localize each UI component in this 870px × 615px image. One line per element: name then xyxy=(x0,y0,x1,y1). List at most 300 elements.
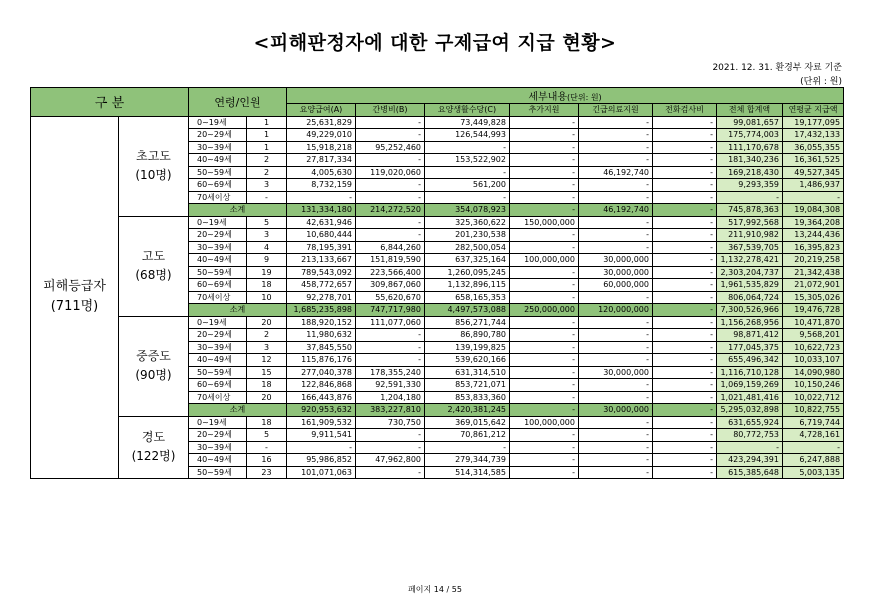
amount-cell: 631,655,924 xyxy=(717,416,783,429)
amount-cell: - xyxy=(510,129,579,142)
amount-cell: 6,719,744 xyxy=(783,416,844,429)
amount-cell: 126,544,993 xyxy=(425,129,510,142)
amount-cell: 2,303,204,737 xyxy=(717,266,783,279)
subtotal-cell: 10,822,755 xyxy=(783,404,844,417)
amount-cell: - xyxy=(579,466,653,479)
amount-cell: - xyxy=(510,316,579,329)
amount-cell: - xyxy=(356,216,425,229)
amount-cell: - xyxy=(510,229,579,242)
amount-cell: 78,195,391 xyxy=(287,241,356,254)
amount-cell: - xyxy=(653,354,717,367)
count-cell: 3 xyxy=(247,229,287,242)
amount-cell: 92,591,330 xyxy=(356,379,425,392)
age-cell: 30~39세 xyxy=(189,241,247,254)
count-cell: 1 xyxy=(247,116,287,129)
amount-cell: 282,500,054 xyxy=(425,241,510,254)
amount-cell: - xyxy=(579,179,653,192)
amount-cell: - xyxy=(356,129,425,142)
amount-cell: 181,340,236 xyxy=(717,154,783,167)
amount-cell: - xyxy=(510,166,579,179)
section-name: 중증도 xyxy=(136,349,171,363)
count-cell: 3 xyxy=(247,341,287,354)
col-header: 요양급여(A) xyxy=(287,104,356,117)
amount-cell: 1,069,159,269 xyxy=(717,379,783,392)
count-cell: 23 xyxy=(247,466,287,479)
amount-cell: - xyxy=(653,254,717,267)
amount-cell: - xyxy=(510,279,579,292)
amount-cell: 1,021,481,416 xyxy=(717,391,783,404)
age-cell: 40~49세 xyxy=(189,254,247,267)
header-row-1 xyxy=(31,88,844,104)
age-cell: 0~19세 xyxy=(189,216,247,229)
amount-cell: - xyxy=(653,279,717,292)
amount-cell: 25,631,829 xyxy=(287,116,356,129)
amount-cell: 369,015,642 xyxy=(425,416,510,429)
amount-cell: 101,071,063 xyxy=(287,466,356,479)
amount-cell: - xyxy=(510,141,579,154)
subtotal-cell: 747,717,980 xyxy=(356,304,425,317)
header-age-count: 연령/인원 xyxy=(189,88,287,117)
amount-cell: - xyxy=(510,241,579,254)
age-cell: 0~19세 xyxy=(189,316,247,329)
count-cell: 9 xyxy=(247,254,287,267)
amount-cell: 853,833,360 xyxy=(425,391,510,404)
subtotal-cell: 7,300,526,966 xyxy=(717,304,783,317)
col-header: 요양생활수당(C) xyxy=(425,104,510,117)
amount-cell: - xyxy=(579,129,653,142)
page-footer: 페이지 14 / 55 xyxy=(408,585,462,594)
amount-cell: 367,539,705 xyxy=(717,241,783,254)
amount-cell: 161,909,532 xyxy=(287,416,356,429)
amount-cell: - xyxy=(653,316,717,329)
amount-cell: - xyxy=(579,216,653,229)
amount-cell: 517,992,568 xyxy=(717,216,783,229)
section-label xyxy=(119,116,189,216)
amount-cell: - xyxy=(425,141,510,154)
amount-cell: 10,022,712 xyxy=(783,391,844,404)
amount-cell: 615,385,648 xyxy=(717,466,783,479)
amount-cell: - xyxy=(356,116,425,129)
amount-cell: 10,033,107 xyxy=(783,354,844,367)
amount-cell: - xyxy=(653,116,717,129)
amount-cell: 122,846,868 xyxy=(287,379,356,392)
amount-cell: - xyxy=(579,416,653,429)
amount-cell: 46,192,740 xyxy=(579,166,653,179)
subtotal-cell: - xyxy=(510,204,579,217)
amount-cell: - xyxy=(653,391,717,404)
amount-cell: 856,271,744 xyxy=(425,316,510,329)
amount-cell: 853,721,071 xyxy=(425,379,510,392)
age-cell: 20~29세 xyxy=(189,229,247,242)
amount-cell: 36,055,355 xyxy=(783,141,844,154)
age-cell: 60~69세 xyxy=(189,179,247,192)
amount-cell: 1,204,180 xyxy=(356,391,425,404)
age-cell: 50~59세 xyxy=(189,166,247,179)
amount-cell: - xyxy=(356,229,425,242)
amount-cell: - xyxy=(717,191,783,204)
subtotal-cell: 46,192,740 xyxy=(579,204,653,217)
table-row xyxy=(31,116,844,129)
section-label xyxy=(119,316,189,416)
amount-cell: - xyxy=(653,141,717,154)
subtotal-cell: 354,078,923 xyxy=(425,204,510,217)
header-detail-unit: (단위: 원) xyxy=(567,93,602,102)
amount-cell: 30,000,000 xyxy=(579,254,653,267)
benefit-table xyxy=(30,87,844,479)
unit-note: (단위 : 원) xyxy=(800,77,842,87)
amount-cell: 655,496,342 xyxy=(717,354,783,367)
amount-cell: 539,620,166 xyxy=(425,354,510,367)
amount-cell: - xyxy=(579,354,653,367)
amount-cell: 1,132,896,115 xyxy=(425,279,510,292)
amount-cell: 458,772,657 xyxy=(287,279,356,292)
section-count: (90명) xyxy=(135,368,172,382)
amount-cell: 637,325,164 xyxy=(425,254,510,267)
amount-cell: - xyxy=(510,366,579,379)
amount-cell: 9,911,541 xyxy=(287,429,356,442)
amount-cell: 806,064,724 xyxy=(717,291,783,304)
amount-cell: 13,244,436 xyxy=(783,229,844,242)
section-count: (122명) xyxy=(131,449,176,464)
amount-cell: 151,819,590 xyxy=(356,254,425,267)
count-cell: 2 xyxy=(247,166,287,179)
amount-cell: - xyxy=(579,191,653,204)
section-label xyxy=(119,416,189,479)
amount-cell: 47,962,800 xyxy=(356,454,425,467)
amount-cell: 100,000,000 xyxy=(510,254,579,267)
count-cell: 15 xyxy=(247,366,287,379)
amount-cell: 37,845,550 xyxy=(287,341,356,354)
amount-cell: 15,918,218 xyxy=(287,141,356,154)
header-category: 구 분 xyxy=(31,88,189,117)
amount-cell: - xyxy=(579,154,653,167)
age-cell: 30~39세 xyxy=(189,141,247,154)
amount-cell: 111,170,678 xyxy=(717,141,783,154)
amount-cell: - xyxy=(425,166,510,179)
amount-cell: 175,774,003 xyxy=(717,129,783,142)
amount-cell: 1,260,095,245 xyxy=(425,266,510,279)
amount-cell: - xyxy=(356,429,425,442)
amount-cell: - xyxy=(653,229,717,242)
amount-cell: - xyxy=(356,329,425,342)
amount-cell: 73,449,828 xyxy=(425,116,510,129)
amount-cell: - xyxy=(356,341,425,354)
amount-cell: 30,000,000 xyxy=(579,366,653,379)
amount-cell: 658,165,353 xyxy=(425,291,510,304)
subtotal-cell: 120,000,000 xyxy=(579,304,653,317)
amount-cell: - xyxy=(579,241,653,254)
amount-cell: 119,020,060 xyxy=(356,166,425,179)
amount-cell: - xyxy=(287,191,356,204)
amount-cell: 5,003,135 xyxy=(783,466,844,479)
count-cell: 10 xyxy=(247,291,287,304)
amount-cell: - xyxy=(579,329,653,342)
subtotal-cell: 30,000,000 xyxy=(579,404,653,417)
count-cell: 4 xyxy=(247,241,287,254)
subtotal-cell: - xyxy=(653,304,717,317)
amount-cell: 169,218,430 xyxy=(717,166,783,179)
subtotal-cell: 19,084,308 xyxy=(783,204,844,217)
subtotal-cell: 383,227,810 xyxy=(356,404,425,417)
amount-cell: - xyxy=(356,191,425,204)
amount-cell: - xyxy=(510,379,579,392)
amount-cell: - xyxy=(356,354,425,367)
amount-cell: - xyxy=(510,266,579,279)
count-cell: - xyxy=(247,191,287,204)
amount-cell: - xyxy=(653,466,717,479)
amount-cell: - xyxy=(510,454,579,467)
table-row xyxy=(31,216,844,229)
amount-cell: - xyxy=(653,366,717,379)
age-cell: 70세이상 xyxy=(189,291,247,304)
amount-cell: 631,314,510 xyxy=(425,366,510,379)
count-cell: 2 xyxy=(247,154,287,167)
amount-cell: 86,890,780 xyxy=(425,329,510,342)
amount-cell: 139,199,825 xyxy=(425,341,510,354)
amount-cell: - xyxy=(653,129,717,142)
amount-cell: 30,000,000 xyxy=(579,266,653,279)
amount-cell: - xyxy=(425,441,510,454)
subtotal-cell: 214,272,520 xyxy=(356,204,425,217)
col-header: 긴급의료지원 xyxy=(579,104,653,117)
amount-cell: 279,344,739 xyxy=(425,454,510,467)
count-cell: 18 xyxy=(247,279,287,292)
amount-cell: - xyxy=(510,441,579,454)
amount-cell: - xyxy=(510,329,579,342)
amount-cell: 4,005,630 xyxy=(287,166,356,179)
amount-cell: 60,000,000 xyxy=(579,279,653,292)
col-header: 연평균 지급액 xyxy=(783,104,844,117)
amount-cell: 277,040,378 xyxy=(287,366,356,379)
subtotal-cell: 131,334,180 xyxy=(287,204,356,217)
section-name: 경도 xyxy=(141,430,166,445)
amount-cell: - xyxy=(579,379,653,392)
age-cell: 70세이상 xyxy=(189,191,247,204)
amount-cell: - xyxy=(287,441,356,454)
amount-cell: - xyxy=(510,466,579,479)
amount-cell: - xyxy=(653,379,717,392)
subtotal-cell: 2,420,381,245 xyxy=(425,404,510,417)
subtotal-cell: - xyxy=(653,204,717,217)
age-cell: 0~19세 xyxy=(189,116,247,129)
age-cell: 30~39세 xyxy=(189,441,247,454)
amount-cell: 100,000,000 xyxy=(510,416,579,429)
count-cell: 3 xyxy=(247,179,287,192)
amount-cell: - xyxy=(653,154,717,167)
age-cell: 40~49세 xyxy=(189,154,247,167)
section-label xyxy=(119,216,189,316)
amount-cell: - xyxy=(653,341,717,354)
amount-cell: - xyxy=(510,291,579,304)
amount-cell: 309,867,060 xyxy=(356,279,425,292)
subtotal-cell: 19,476,728 xyxy=(783,304,844,317)
subtotal-cell: 745,878,363 xyxy=(717,204,783,217)
age-cell: 50~59세 xyxy=(189,466,247,479)
amount-cell: 14,090,980 xyxy=(783,366,844,379)
amount-cell: 99,081,657 xyxy=(717,116,783,129)
amount-cell: 211,910,982 xyxy=(717,229,783,242)
subtotal-cell: 1,685,235,898 xyxy=(287,304,356,317)
amount-cell: - xyxy=(510,179,579,192)
col-header: 전화검사비 xyxy=(653,104,717,117)
amount-cell: 95,986,852 xyxy=(287,454,356,467)
table-row xyxy=(31,316,844,329)
amount-cell: 11,980,632 xyxy=(287,329,356,342)
amount-cell: 514,314,585 xyxy=(425,466,510,479)
amount-cell: 115,876,176 xyxy=(287,354,356,367)
subtotal-cell: 920,953,632 xyxy=(287,404,356,417)
amount-cell: 49,527,345 xyxy=(783,166,844,179)
col-header: 간병비(B) xyxy=(356,104,425,117)
table-body xyxy=(31,116,844,479)
amount-cell: 21,342,438 xyxy=(783,266,844,279)
age-cell: 60~69세 xyxy=(189,379,247,392)
amount-cell: 42,631,946 xyxy=(287,216,356,229)
age-cell: 30~39세 xyxy=(189,341,247,354)
amount-cell: - xyxy=(579,291,653,304)
amount-cell: - xyxy=(510,391,579,404)
amount-cell: - xyxy=(510,341,579,354)
amount-cell: 10,471,870 xyxy=(783,316,844,329)
count-cell: - xyxy=(247,441,287,454)
amount-cell: 1,132,278,421 xyxy=(717,254,783,267)
amount-cell: - xyxy=(356,154,425,167)
amount-cell: - xyxy=(510,154,579,167)
amount-cell: - xyxy=(579,116,653,129)
amount-cell: 17,432,133 xyxy=(783,129,844,142)
amount-cell: - xyxy=(653,216,717,229)
subtotal-cell: - xyxy=(653,404,717,417)
age-cell: 20~29세 xyxy=(189,129,247,142)
count-cell: 18 xyxy=(247,379,287,392)
amount-cell: - xyxy=(579,341,653,354)
amount-cell: - xyxy=(510,116,579,129)
age-cell: 0~19세 xyxy=(189,416,247,429)
amount-cell: 19,364,208 xyxy=(783,216,844,229)
amount-cell: 20,219,258 xyxy=(783,254,844,267)
subtotal-label: 소계 xyxy=(189,404,287,417)
amount-cell: 1,486,937 xyxy=(783,179,844,192)
amount-cell: - xyxy=(579,429,653,442)
amount-cell: - xyxy=(653,191,717,204)
amount-cell: 10,622,723 xyxy=(783,341,844,354)
group-name: 피해등급자 xyxy=(43,279,106,295)
col-header: 추가지원 xyxy=(510,104,579,117)
amount-cell: 9,568,201 xyxy=(783,329,844,342)
amount-cell: 70,861,212 xyxy=(425,429,510,442)
amount-cell: 8,732,159 xyxy=(287,179,356,192)
subtotal-label: 소계 xyxy=(189,204,287,217)
section-count: (10명) xyxy=(135,168,172,182)
amount-cell: 27,817,334 xyxy=(287,154,356,167)
count-cell: 20 xyxy=(247,316,287,329)
amount-cell: 178,355,240 xyxy=(356,366,425,379)
amount-cell: 177,045,375 xyxy=(717,341,783,354)
amount-cell: - xyxy=(717,441,783,454)
amount-cell: - xyxy=(653,179,717,192)
amount-cell: - xyxy=(653,166,717,179)
section-name: 고도 xyxy=(141,249,166,263)
amount-cell: - xyxy=(510,354,579,367)
amount-cell: - xyxy=(425,191,510,204)
amount-cell: 201,230,538 xyxy=(425,229,510,242)
amount-cell: 10,680,444 xyxy=(287,229,356,242)
amount-cell: 19,177,095 xyxy=(783,116,844,129)
amount-cell: 730,750 xyxy=(356,416,425,429)
count-cell: 1 xyxy=(247,129,287,142)
table-row xyxy=(31,416,844,429)
amount-cell: 1,156,268,956 xyxy=(717,316,783,329)
amount-cell: - xyxy=(653,329,717,342)
count-cell: 16 xyxy=(247,454,287,467)
amount-cell: 4,728,161 xyxy=(783,429,844,442)
subtotal-cell: 250,000,000 xyxy=(510,304,579,317)
amount-cell: - xyxy=(653,441,717,454)
amount-cell: 6,247,888 xyxy=(783,454,844,467)
subtotal-cell: - xyxy=(510,404,579,417)
amount-cell: - xyxy=(356,179,425,192)
age-cell: 20~29세 xyxy=(189,429,247,442)
col-header: 전체 합계액 xyxy=(717,104,783,117)
count-cell: 20 xyxy=(247,391,287,404)
group-count: (711명) xyxy=(50,299,99,315)
age-cell: 50~59세 xyxy=(189,366,247,379)
amount-cell: 223,566,400 xyxy=(356,266,425,279)
amount-cell: 16,395,823 xyxy=(783,241,844,254)
amount-cell: 188,920,152 xyxy=(287,316,356,329)
amount-cell: 80,772,753 xyxy=(717,429,783,442)
amount-cell: 213,133,667 xyxy=(287,254,356,267)
count-cell: 5 xyxy=(247,429,287,442)
count-cell: 12 xyxy=(247,354,287,367)
amount-cell: 16,361,525 xyxy=(783,154,844,167)
amount-cell: 1,961,535,829 xyxy=(717,279,783,292)
count-cell: 18 xyxy=(247,416,287,429)
amount-cell: - xyxy=(356,441,425,454)
count-cell: 19 xyxy=(247,266,287,279)
amount-cell: - xyxy=(579,454,653,467)
amount-cell: 111,077,060 xyxy=(356,316,425,329)
age-cell: 70세이상 xyxy=(189,391,247,404)
amount-cell: - xyxy=(783,441,844,454)
amount-cell: - xyxy=(579,229,653,242)
amount-cell: 150,000,000 xyxy=(510,216,579,229)
amount-cell: - xyxy=(579,316,653,329)
amount-cell: 55,620,670 xyxy=(356,291,425,304)
source-note: 2021. 12. 31. 환경부 자료 기준 xyxy=(712,63,842,73)
age-cell: 60~69세 xyxy=(189,279,247,292)
amount-cell: 1,116,710,128 xyxy=(717,366,783,379)
amount-cell: - xyxy=(653,429,717,442)
header-detail-label: 세부내용 xyxy=(528,92,568,103)
page-title: <피해판정자에 대한 구제급여 지급 현황> xyxy=(253,32,617,54)
amount-cell: 423,294,391 xyxy=(717,454,783,467)
subtotal-cell: 5,295,032,898 xyxy=(717,404,783,417)
amount-cell: 153,522,902 xyxy=(425,154,510,167)
amount-cell: - xyxy=(356,466,425,479)
count-cell: 1 xyxy=(247,141,287,154)
amount-cell: - xyxy=(653,416,717,429)
age-cell: 40~49세 xyxy=(189,454,247,467)
amount-cell: 92,278,701 xyxy=(287,291,356,304)
amount-cell: - xyxy=(579,141,653,154)
section-count: (68명) xyxy=(135,268,172,282)
amount-cell: - xyxy=(579,441,653,454)
amount-cell: - xyxy=(783,191,844,204)
amount-cell: 166,443,876 xyxy=(287,391,356,404)
count-cell: 2 xyxy=(247,329,287,342)
amount-cell: - xyxy=(653,266,717,279)
